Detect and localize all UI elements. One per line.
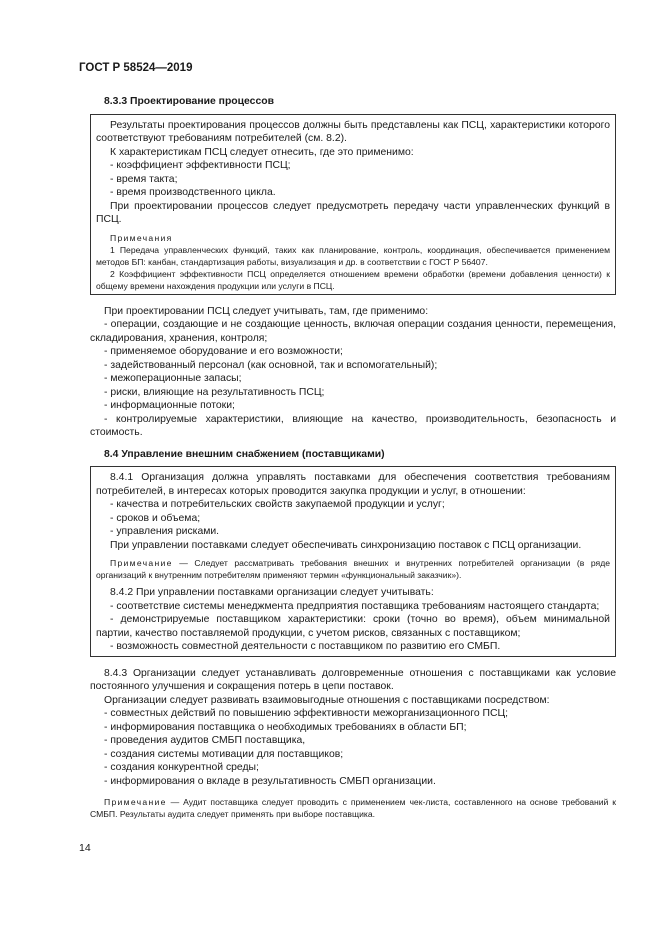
list-item: - информирования поставщика о необходимых требованиях в области БП; bbox=[104, 721, 467, 733]
note-text: — Аудит поставщика следует проводить с применением чек-листа, составленного на основе требований к СМБП. Результаты аудита следует применять при выборе поставщика. bbox=[90, 797, 616, 819]
paragraph: При управлении поставками следует обеспечивать синхронизацию поставок с ПСЦ организации. bbox=[110, 539, 582, 551]
list-item: - информационные потоки; bbox=[104, 400, 235, 411]
list-item: - применяемое оборудование и его возможности; bbox=[104, 346, 343, 357]
list-item: - соответствие системы менеджмента предприятия поставщика требованиям настоящего стандарта; bbox=[110, 600, 600, 612]
paragraph: При проектировании процессов следует предусмотреть передачу части управленческих функций в ПСЦ. bbox=[96, 200, 610, 225]
note-label: Примечание bbox=[110, 558, 173, 568]
list-item: - контролируемые характеристики, влияющие на качество, производительность, безопасность и стоимость. bbox=[90, 413, 616, 438]
list-item: - операции, создающие и не создающие ценность, включая операции создания ценности, перемещения, складирования, хранения, контроля; bbox=[90, 319, 616, 344]
section-8-4-box bbox=[90, 466, 616, 657]
paragraph: 8.4.2 При управлении поставками организации следует учитывать: bbox=[110, 587, 434, 598]
note bbox=[96, 557, 610, 581]
list-item: - управления рисками. bbox=[110, 526, 220, 537]
list-item: - качества и потребительских свойств закупаемой продукции и услуг; bbox=[110, 499, 445, 510]
paragraph: К характеристикам ПСЦ следует отнесить, где это применимо: bbox=[110, 146, 414, 158]
note-1: 1 Передача управленческих функций, таких как планирование, контроль, координация, обеспечивается применением методов БП: канбан, стандартизация работы, визуализация и др. в соответствии с ГОСТ Р 56407. bbox=[96, 244, 610, 267]
paragraph: Результаты проектирования процессов должны быть представлены как ПСЦ, характеристики которого соответствуют требованиям потребителей (см. 8.2). bbox=[96, 119, 610, 144]
list-item: - возможность совместной деятельности с поставщиком по развитию его СМБП. bbox=[110, 641, 501, 652]
list-item: - межоперационные запасы; bbox=[104, 373, 242, 384]
list-item: - создания конкурентной среды; bbox=[104, 762, 259, 773]
section-8-3-3-box bbox=[90, 114, 616, 295]
paragraph: 8.4.3 Организации следует устанавливать долговременные отношения с поставщиками как условие постоянного улучшения и сокращения потерь в цепи поставок. bbox=[90, 667, 616, 692]
list-item: - создания системы мотивации для поставщиков; bbox=[104, 748, 344, 760]
list-item: - риски, влияющие на результативность ПСЦ; bbox=[104, 386, 325, 398]
section-8-4-title: 8.4 Управление внешним снабжением (поставщиками) bbox=[104, 448, 385, 460]
note bbox=[90, 796, 616, 820]
page-content bbox=[90, 95, 616, 820]
list-item: - задействованный персонал (как основной, так и вспомогательный); bbox=[104, 359, 438, 371]
section-8-3-3-title: 8.3.3 Проектирование процессов bbox=[104, 96, 274, 107]
note-text: — Следует рассматривать требования внешних и внутренних потребителей организации (в ряде организаций к внутренним потребителям применяют термин «функциональный заказчик»). bbox=[96, 558, 610, 580]
note-label: Примечание bbox=[104, 797, 167, 807]
list-item: - коэффициент эффективности ПСЦ; bbox=[110, 160, 291, 171]
standard-header: ГОСТ Р 58524—2019 bbox=[79, 62, 193, 74]
paragraph: Организации следует развивать взаимовыгодные отношения с поставщиками посредством: bbox=[104, 694, 550, 706]
notes-label: Примечания bbox=[110, 232, 173, 243]
list-item: - проведения аудитов СМБП поставщика, bbox=[104, 735, 306, 746]
list-item: - сроков и объема; bbox=[110, 512, 201, 524]
paragraph: При проектировании ПСЦ следует учитывать, там, где применимо: bbox=[104, 305, 429, 317]
list-item: - информирования о вкладе в результативность СМБП организации. bbox=[104, 775, 436, 787]
list-item: - время производственного цикла. bbox=[110, 187, 276, 198]
list-item: - совместных действий по повышению эффективности межорганизационного ПСЦ; bbox=[104, 708, 509, 719]
paragraph: 8.4.1 Организация должна управлять поставками для обеспечения соответствия требованиям потребителей, в интересах которых проводится закупка продукции и услуг, в отношении: bbox=[96, 472, 610, 497]
note-2: 2 Коэффициент эффективности ПСЦ определяется отношением времени обработки (времени добавления ценности) к общему времени нахождения продукции или услуги в ПСЦ. bbox=[96, 268, 610, 291]
list-item: - демонстрируемые поставщиком характеристики: сроки (точно во время), объем минимальной партии, качество поставляемой продукции, с учетом рисков, связанных с поставщиком; bbox=[96, 614, 610, 639]
list-item: - время такта; bbox=[110, 173, 178, 185]
page-number: 14 bbox=[79, 842, 91, 854]
